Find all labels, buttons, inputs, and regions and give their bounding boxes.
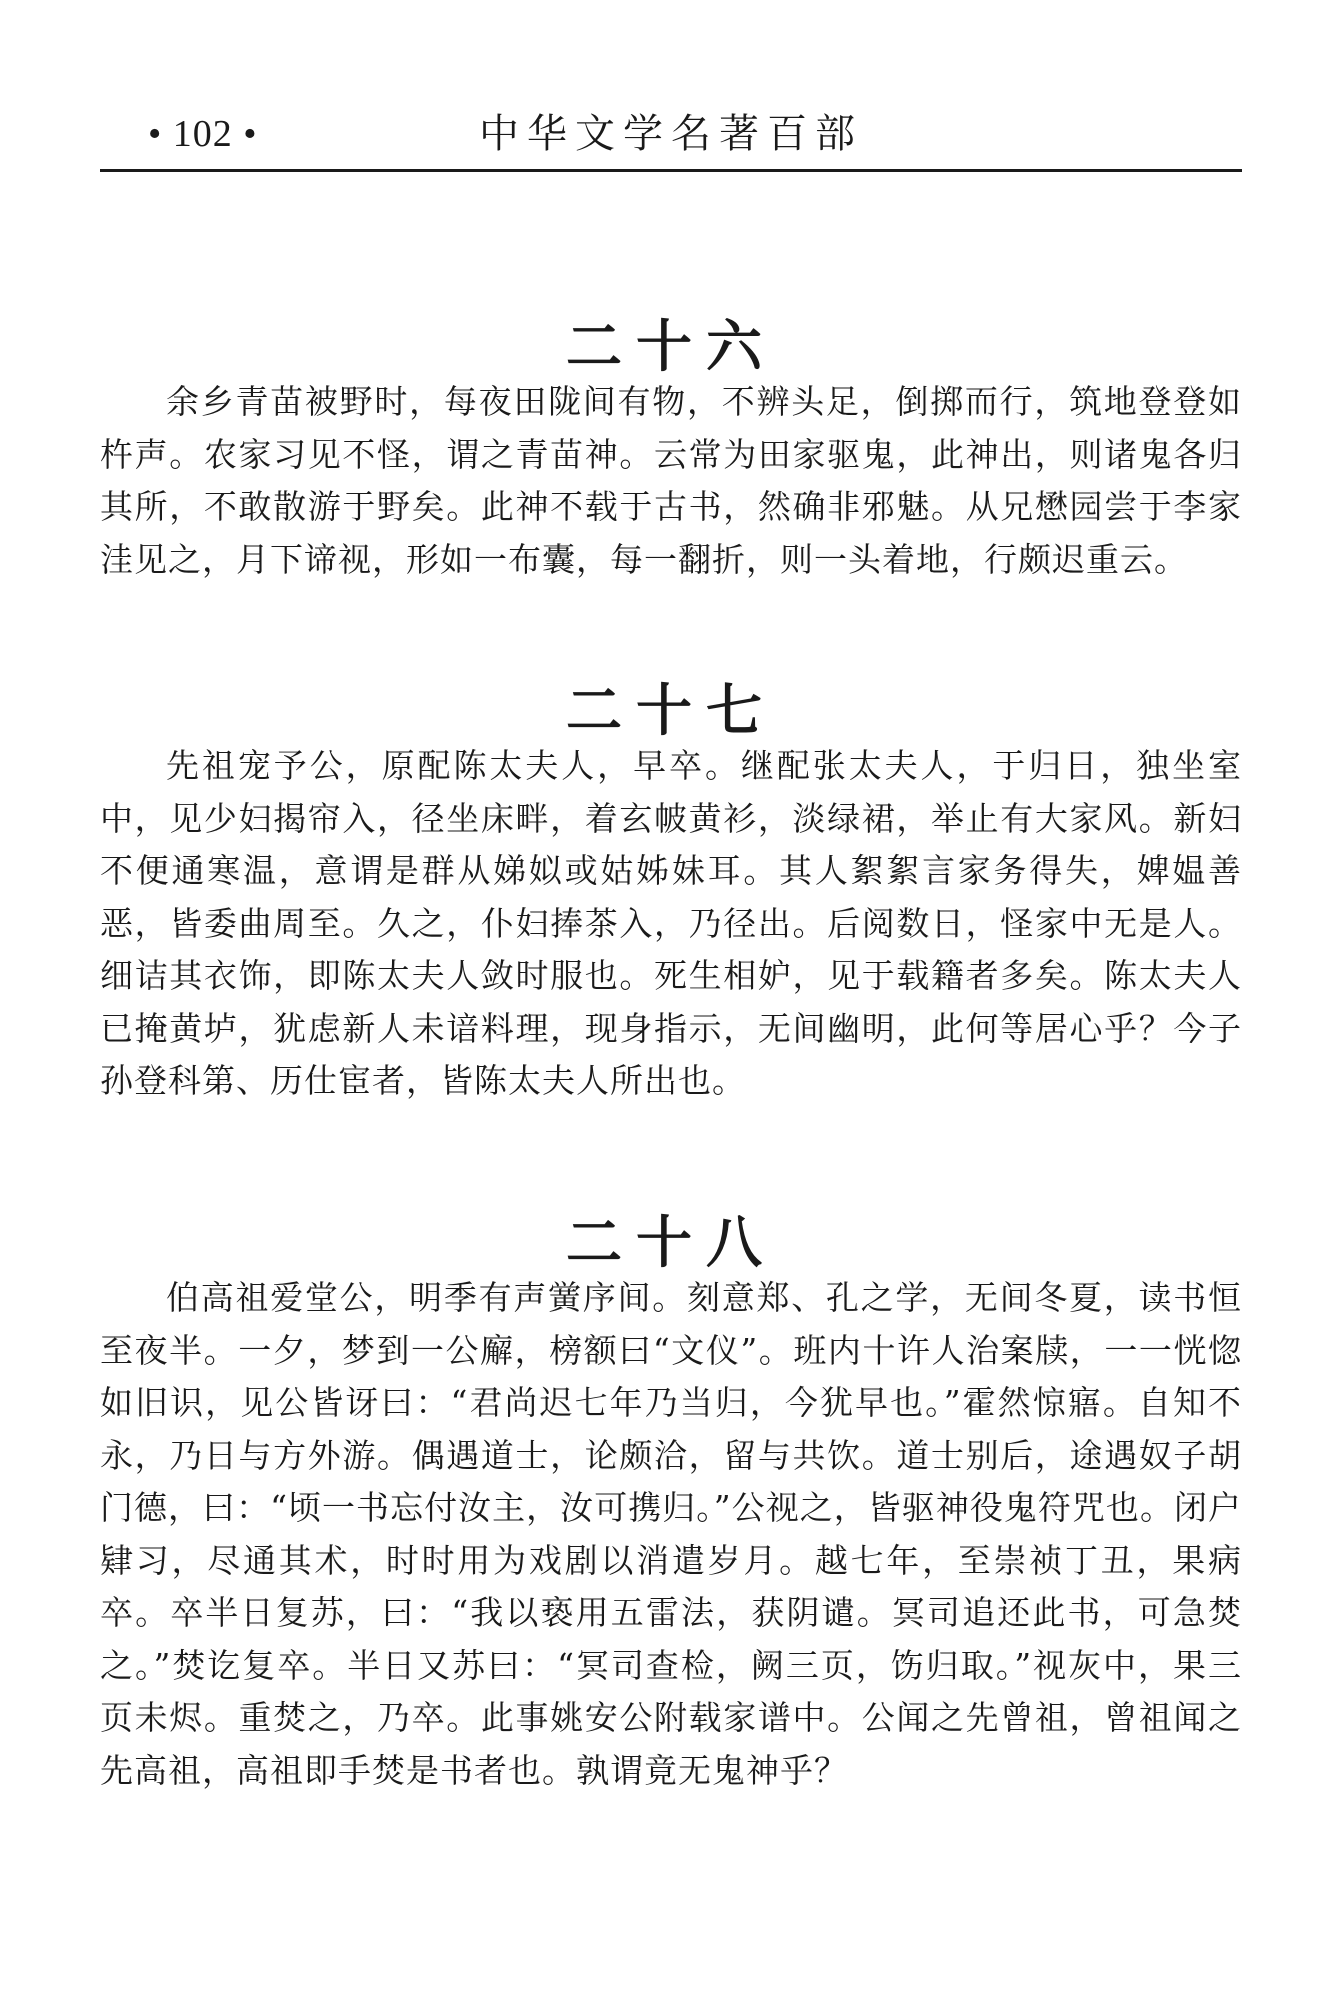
book-title: 中华文学名著百部 [479, 111, 863, 157]
section-heading: 二十六 [566, 315, 776, 381]
running-header [100, 108, 1242, 168]
section-paragraph: 先祖宠予公，原配陈太夫人，早卒。继配张太夫人，于归日，独坐室中，见少妇揭帘入，径坐床畔，着玄帔黄衫，淡绿裙，举止有大家风。新妇不便通寒温，意谓是群从娣姒或姑姊妹耳。其人絮絮言家务得失，婢媪善恶，皆委曲周至。久之，仆妇捧茶入，乃径出。后阅数日，怪家中无是人。细诘其衣饰，即陈太夫人敛时服也。死生相妒，见于载籍者多矣。陈太夫人已掩黄垆，犹虑新人未谙料理，现身指示，无间幽明，此何等居心乎？今子孙登科第、历仕宦者，皆陈太夫人所出也。 [100, 746, 1242, 1100]
page-number: • 102 • [148, 113, 258, 155]
section-heading: 二十八 [566, 1211, 776, 1277]
header-divider [100, 169, 1242, 172]
section-paragraph: 伯高祖爱堂公，明季有声黉序间。刻意郑、孔之学，无间冬夏，读书恒至夜半。一夕，梦到一公廨，榜额曰“文仪”。班内十许人治案牍，一一恍惚如旧识，见公皆讶曰：“君尚迟七年乃当归，今犹早也。”霍然惊寤。自知不永，乃日与方外游。偶遇道士，论颇洽，留与共饮。道士别后，途遇奴子胡门德，曰：“顷一书忘付汝主，汝可携归。”公视之，皆驱神役鬼符咒也。闭户肄习，尽通其术，时时用为戏剧以消遣岁月。越七年，至崇祯丁丑，果病卒。卒半日复苏，曰：“我以亵用五雷法，获阴谴。冥司追还此书，可急焚之。”焚讫复卒。半日又苏曰：“冥司查检，阙三页，饬归取。”视灰中，果三页未烬。重焚之，乃卒。此事姚安公附载家谱中。公闻之先曾祖，曾祖闻之先高祖，高祖即手焚是书者也。孰谓竟无鬼神乎？ [100, 1278, 1242, 1790]
section-heading: 二十七 [566, 679, 776, 745]
section-paragraph: 余乡青苗被野时，每夜田陇间有物，不辨头足，倒掷而行，筑地登登如杵声。农家习见不怪，谓之青苗神。云常为田家驱鬼，此神出，则诸鬼各归其所，不敢散游于野矣。此神不载于古书，然确非邪魅。从兄懋园尝于李家洼见之，月下谛视，形如一布囊，每一翻折，则一头着地，行颇迟重云。 [100, 382, 1242, 579]
